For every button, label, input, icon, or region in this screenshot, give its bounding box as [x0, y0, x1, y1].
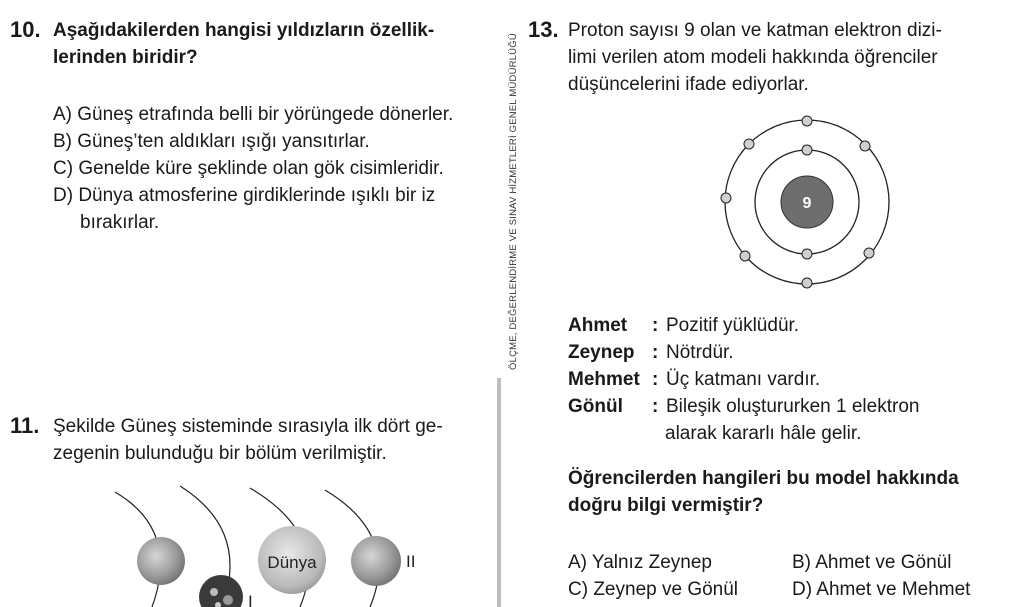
separator: : — [652, 342, 659, 363]
side-label-text: ÖLÇME, DEĞERLENDİRME VE SINAV HİZMETLERİ GENEL MÜDÜRLÜĞÜ — [508, 33, 519, 370]
question-prompt: Öğrencilerden hangileri bu model hakkında — [568, 468, 959, 489]
student-name: Zeynep — [568, 342, 635, 363]
label-ii: II — [406, 552, 416, 571]
option-a[interactable]: A) Yalnız Zeynep — [568, 552, 712, 573]
question-text: düşüncelerini ifade ediyorlar. — [568, 74, 809, 95]
option-b[interactable]: B) Ahmet ve Gönül — [792, 552, 952, 573]
option-b[interactable]: B) Güneş’ten aldıkları ışığı yansıtırlar. — [53, 131, 370, 152]
nucleus-label: 9 — [802, 195, 812, 212]
column-divider — [497, 378, 501, 607]
planet-ii — [351, 536, 401, 586]
option-a[interactable]: A) Güneş etrafında belli bir yörüngede dönerler. — [53, 104, 454, 125]
separator: : — [652, 396, 659, 417]
electron — [864, 248, 874, 258]
question-number: 11. — [10, 413, 40, 438]
electron — [802, 116, 812, 126]
separator: : — [652, 369, 659, 390]
student-name: Gönül — [568, 396, 623, 417]
electron — [802, 278, 812, 288]
electron — [721, 193, 731, 203]
option-c[interactable]: C) Genelde küre şeklinde olan gök cisimleridir. — [53, 158, 444, 179]
option-d[interactable]: D) Ahmet ve Mehmet — [792, 579, 971, 600]
question-prompt: doğru bilgi vermiştir? — [568, 495, 764, 516]
electron — [744, 139, 754, 149]
option-d-cont: bırakırlar. — [80, 212, 160, 233]
planet-venus — [137, 537, 185, 585]
statement-text: Üç katmanı vardır. — [666, 369, 821, 390]
question-text: Aşağıdakilerden hangisi yıldızların özellik- — [53, 20, 435, 41]
electron — [802, 249, 812, 259]
electron — [860, 141, 870, 151]
label-i: I — [248, 592, 253, 607]
earth-label: Dünya — [267, 553, 317, 572]
electron — [802, 145, 812, 155]
option-d[interactable]: D) Dünya atmosferine girdiklerinde ışıklı bir iz — [53, 185, 436, 206]
electron — [740, 251, 750, 261]
question-text: zegenin bulunduğu bir bölüm verilmiştir. — [53, 443, 387, 464]
separator: : — [652, 315, 659, 336]
statement-text: Bileşik oluştururken 1 elektron — [666, 396, 920, 417]
statement-text-cont: alarak kararlı hâle gelir. — [665, 423, 862, 444]
statement-text: Nötrdür. — [666, 342, 734, 363]
side-label — [508, 0, 522, 370]
question-text: lerinden biridir? — [53, 47, 198, 68]
student-name: Mehmet — [568, 369, 640, 390]
atom-model — [718, 115, 896, 290]
solar-system-figure — [100, 480, 440, 607]
student-name: Ahmet — [568, 315, 628, 336]
statement-text: Pozitif yüklüdür. — [666, 315, 800, 336]
question-text: Proton sayısı 9 olan ve katman elektron dizi- — [568, 20, 942, 41]
question-number: 10. — [10, 17, 41, 42]
question-text: Şekilde Güneş sisteminde sırasıyla ilk dört ge- — [53, 416, 443, 437]
question-number: 13. — [528, 17, 559, 42]
question-text: limi verilen atom modeli hakkında öğrenciler — [568, 47, 938, 68]
planet-i — [199, 575, 243, 607]
option-c[interactable]: C) Zeynep ve Gönül — [568, 579, 739, 600]
